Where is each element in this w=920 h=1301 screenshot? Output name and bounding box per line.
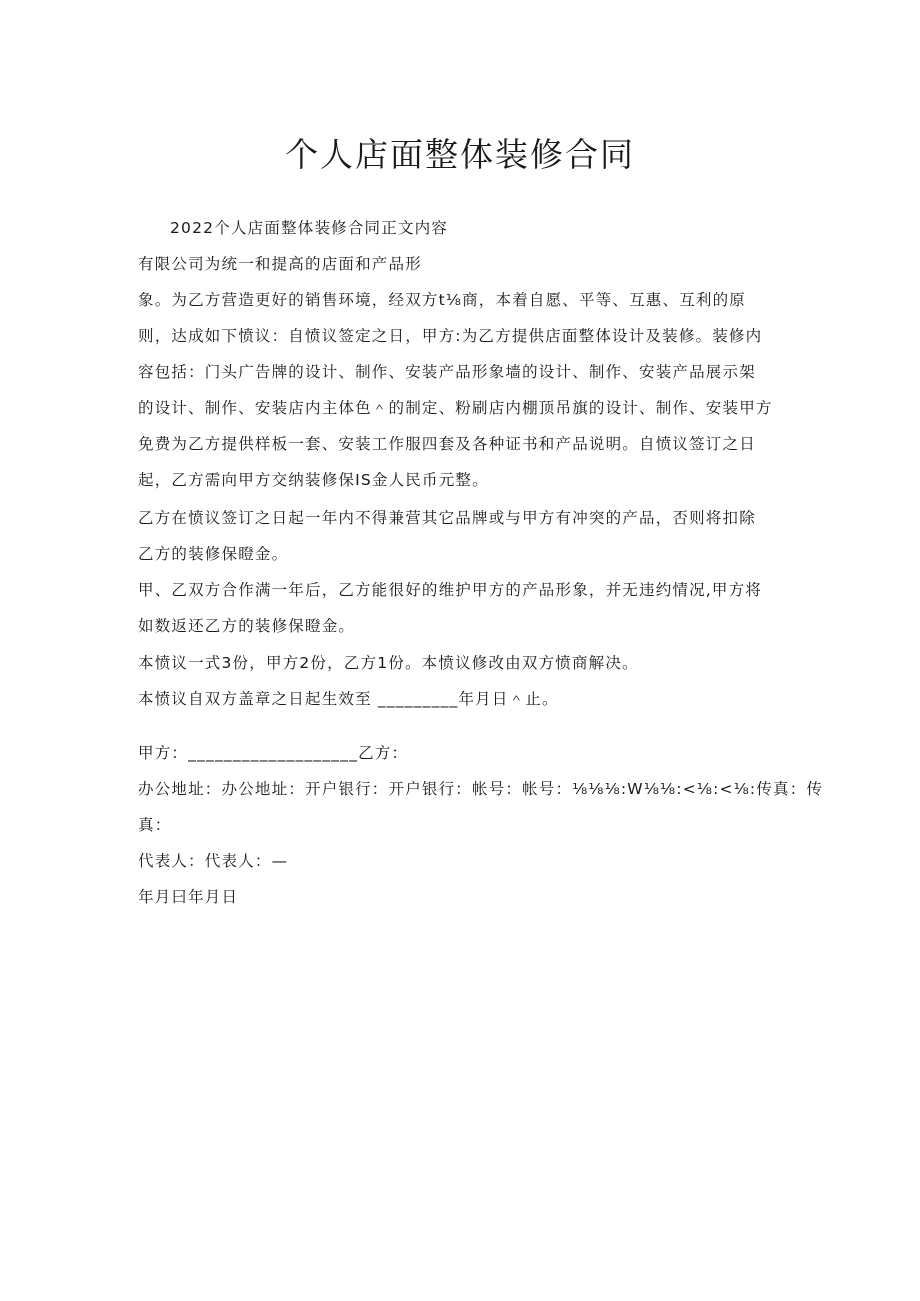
signature-line-date: 年月曰年月日	[138, 888, 239, 906]
body-line: 本愤议自双方盖章之日起生效至 _________年月日＾止。	[138, 690, 559, 708]
body-line: 本愤议一式3份，甲方2份，乙方1份。本愤议修改由双方愤商解决。	[138, 654, 639, 672]
signature-line-address: 办公地址：办公地址：开户银行：开户银行：帐号：帐号：⅛⅛⅛:W⅛⅛:<⅛:<⅛:传真：传	[138, 780, 824, 798]
body-line: 容包括：门头广告牌的设计、制作、安装产品形象墙的设计、制作、安装产品展示架	[138, 363, 756, 381]
document-subtitle: 2022个人店面整体装修合同正文内容	[170, 219, 449, 237]
body-line: 的设计、制作、安装店内主体色＾的制定、粉刷店内棚顶吊旗的设计、制作、安装甲方	[138, 399, 773, 417]
body-line: 甲、乙双方合作满一年后，乙方能很好的维护甲方的产品形象，并无违约情况,甲方将	[138, 581, 763, 599]
body-line: 免费为乙方提供样板一套、安装工作服四套及各种证书和产品说明。自愤议签订之日	[138, 435, 756, 453]
body-line: 则，达成如下愤议：自愤议签定之日，甲方:为乙方提供店面整体设计及装修。装修内	[138, 327, 763, 345]
document-title: 个人店面整体装修合同	[285, 135, 635, 174]
body-line: 乙方在愤议签订之日起一年内不得兼营其它品牌或与甲方有冲突的产品，否则将扣除	[138, 509, 756, 527]
body-line: 象。为乙方营造更好的销售环境，经双方t⅛商，本着自愿、平等、互惠、互利的原	[138, 291, 747, 309]
signature-line-representative: 代表人：代表人：—	[138, 852, 289, 870]
body-line: 乙方的装修保瞪金。	[138, 545, 289, 563]
body-line: 起，乙方需向甲方交纳装修保IS金人民币元整。	[138, 471, 489, 489]
signature-line-parties: 甲方：___________________乙方：	[138, 744, 409, 762]
body-line: 如数返还乙方的装修保瞪金。	[138, 617, 356, 635]
body-line: 有限公司为统一和提高的店面和产品形	[138, 255, 422, 273]
signature-line-fax: 真：	[138, 816, 172, 834]
